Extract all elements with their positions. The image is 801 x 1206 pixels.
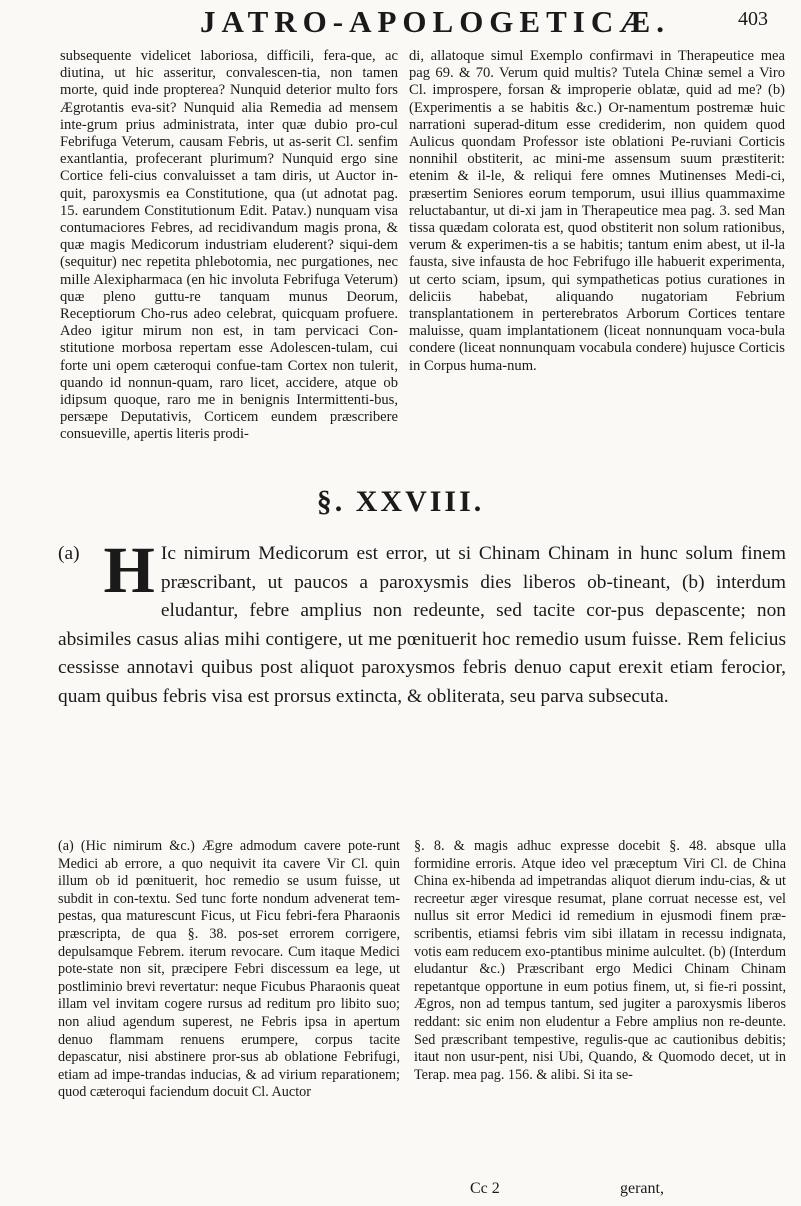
main-paragraph-text: Ic nimirum Medicorum est error, ut si Chinam Chinam in hunc solum finem præscribant, ut paucos a paroxysmis dies liberos ob-tineant, (b) interdum eludantur, febre amplius non redeunte, sed tacite cor-pus depascente; non absimiles casus alias mihi contigere, ut me pœnituerit hoc remedio usum fuisse. Rem felicius cessisse annotavi quibus post aliquot paroxysmos febris denuo caput erexit etiam ferocior, quam quibus febris visa est prorsus extincta, & obliterata, seu parva subsecuta. xyxy=(58,543,786,707)
page-header xyxy=(0,2,801,38)
page-number: 403 xyxy=(738,8,768,30)
running-head: JATRO-APOLOGETICÆ. xyxy=(200,4,670,39)
main-paragraph xyxy=(58,534,786,711)
signature-mark: Cc 2 xyxy=(470,1180,500,1197)
catchword: gerant, xyxy=(620,1180,664,1197)
lower-right-column-text: §. 8. & magis adhuc expresse docebit §. 48. absque ulla formidine erroris. Atque ideo vel præceptum Viri Cl. de China China ex-hibenda ad impetrandas aliquot dierum indu-cias, & ut recreetur æger viresque resumat, plane corruat necesse est, vel nullus sit error Medici id remedium in ejusmodi finem præ-scribentis, etiamsi febris vim sibi illatam in recessu indignata, votis eam reducem exo-ptantibus minime aulcultet. (b) (Interdum eludantur &c.) Præscribant ergo Medici Chinam Chinam repetantque opportune in eum potius finem, ut, si fie-ri possint, Ægros, non ad tempus tantum, sed jugiter a paroxysmis liberos reddant: sic enim non eludentur a Febre amplius non re-deunte. Sed præscribant tempestive, regulis-que ac cautionibus debitis; itaut non usur-pent, nisi Ubi, Quando, & Quomodo decet, ut in Terap. mea pag. 156. & alibi. Si ita se- xyxy=(414,838,786,1083)
upper-right-column-text: di, allatoque simul Exemplo confirmavi in Therapeutice mea pag 69. & 70. Verum quid multis? Tutela Chinæ semel a Viro Cl. improspere, forsan & improperie oblatæ, quid ad me? (b) (Experimentis a se habitis &c.) Or-namentum postremæ huic narrationi superad-ditum esse crediderim, non quidem quod Aulicus quondam Professor iste oblationi Pe-ruviani Corticis nonnihil obstiterit, ac mini-me assensum suum præstiterit: etenim & il-le, & reliqui fere omnes Mutinenses Medi-ci, præsertim Seniores eorum temporum, usui illius quammaxime reluctabantur, ut di-xi jam in Therapeutice mea pag. 3. sed Man tissa quædam colorata est, quod obstiterit non solum rationibus, verum & experimen-tis a se habitis; tantum enim abest, ut il-la fausta, sive infausta de hoc Febrifugo ille habuerit experimenta, ut certo sciam, ipsum, qui sympatheticas potius curationes in deliciis habebat, aliquando nugatoriam Febrium transplantationem in perterebratos Arborum Cortices tentare maluisse, quam implantationem (liceat nonnunquam voca-bula condere (liceat nonnunquam vocabula condere) hujusce Corticis in Corpus huma-num. xyxy=(409,48,785,374)
drop-cap: H xyxy=(103,534,155,607)
upper-left-column-text: subsequente videlicet laboriosa, difficili, fera-que, ac diutina, ut hic asseritur, convalescen-tia, non tamen morte, quid inde propterea? Nunquid deterior multo fors Ægrotantis eva-sit? Nunquid alia Remedia ad mensem inte-grum prius administrata, inter quæ dubio pro-cul Febrifuga Veterum, causam Febris, ut as-serit Cl. senfim exantlantia, profecerant plurimum? Nunquid ergo sine Cortice feli-cius convaluisset a tam diris, ut Auctor in-quit, paroxysmis ea Constitutione, qua (ut adnotat pag. 15. earundem Constitutionum Edit. Patav.) nunquam visa contumaciores Febres, ad recidivandum magis prona, & quæ magis Medicorum industriam eluderent? siqui-dem (sequitur) nec repetita phlebotomia, nec purgationes, nec mille Alexipharmaca (en hic involuta Febrifuga Veterum) quæ pleno guttu-re tanquam munus Deorum, Receptiorum Cho-rus adeo celebrat, quicquam profuere. Adeo igitur mirum non est, in tam pervicaci Con-stitutione morbosa repertam esse Adolescen-tulam, cui forte uni opem cæteroqui confue-tam Cortex non tulerit, quando id nonnun-quam, raro licet, accidere, atque ob idipsum quoque, raro me in benignis Intermittenti-bus, persæpe Deputativis, Corticem eundem præscribere consueville, apertis literis prodi- xyxy=(60,48,398,443)
note-marker: (a) xyxy=(58,543,80,564)
lower-left-column-text: (a) (Hic nimirum &c.) Ægre admodum cavere pote-runt Medici ab errore, a quo nequivit ita cavere Vir Cl. quin illum ob id pœnituerit, hoc remedio se usum fuisse, ut subdit in con-textu. Sed tunc forte nondum advenerat tem-pestas, qua maturescunt Ficus, ut Ficu febri-fera Pharaonis præscripta, de qua §. 38. pos-set errorem corrigere, depulsamque Febrem. iterum revocare. Cum itaque Medici pote-state non sit, præcipere Febri discessum ea lege, ut postliminio brevi revertatur: neque Ficubus Pharaonis queat illam vel invitam cogere rursus ad reditum pro libito suo; non aliud agendum superest, ne Febris ipsa in apertum denuo flammam renuens erumpere, corpus tacite depascatur, nisi abstinere pror-sus ab oblatione Febrifugi, etiam ad impe-trandas inducias, & ad virium reparationem; quod cæteroqui faciendum docuit Cl. Auctor xyxy=(58,838,400,1101)
section-heading: §. XXVIII. xyxy=(316,485,485,518)
